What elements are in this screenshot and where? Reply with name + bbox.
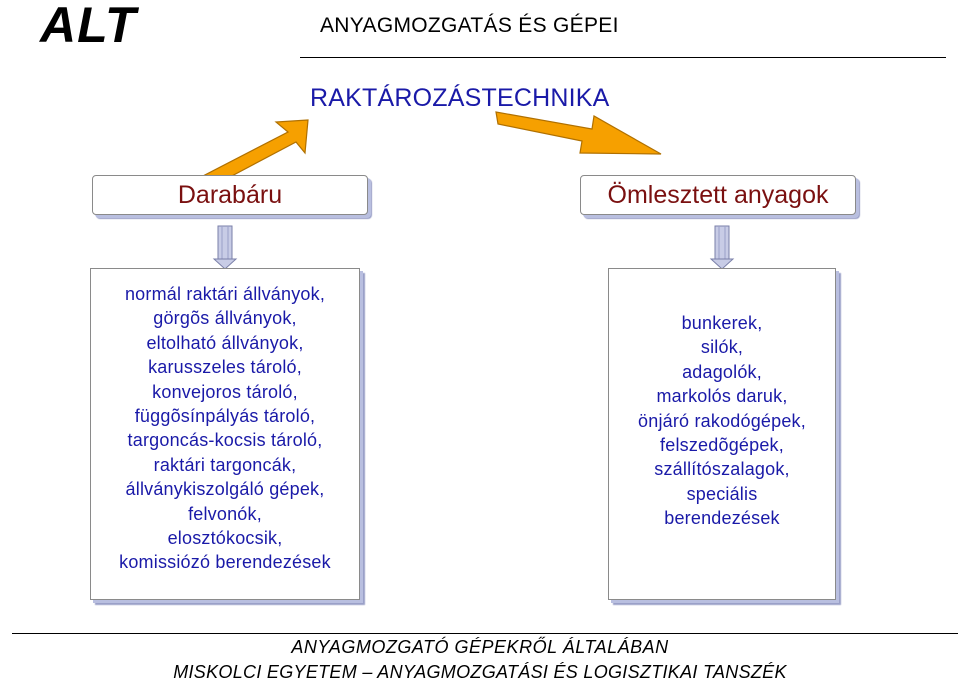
list-item: felszedõgépek, xyxy=(660,435,784,456)
list-item: bunkerek, xyxy=(681,313,763,333)
list-item: szállítószalagok, xyxy=(654,459,790,480)
list-item: silók, xyxy=(700,337,744,358)
list-item: karusszeles tároló, xyxy=(148,357,302,378)
header-title: ANYAGMOZGATÁS ÉS GÉPEI xyxy=(320,14,619,37)
category-darabaru: Darabáru xyxy=(92,175,368,215)
omlesztett-list xyxy=(608,268,836,600)
arrow-to-omlesztett xyxy=(496,112,661,154)
down-arrow-right xyxy=(711,226,733,269)
list-item: elosztókocsik, xyxy=(167,528,283,549)
list-item: komissiózó berendezések xyxy=(119,552,331,573)
footer-subtitle: ANYAGMOZGATÓ GÉPEKRŐL ÁLTALÁBAN xyxy=(291,637,669,657)
list-item: eltolható állványok, xyxy=(146,332,304,353)
list-item: speciális xyxy=(686,483,758,504)
list-item: markolós daruk, xyxy=(656,386,788,407)
down-arrow-left xyxy=(214,226,236,269)
list-item: berendezések xyxy=(664,508,780,529)
list-item: adagolók, xyxy=(682,361,762,382)
list-item: raktári targoncák, xyxy=(153,454,297,475)
list-item: önjáró rakodógépek, xyxy=(638,410,806,431)
main-title: RAKTÁROZÁSTECHNIKA xyxy=(310,84,610,112)
list-item: felvonók, xyxy=(188,503,262,524)
category-omlesztett-anyagok: Ömlesztett anyagok xyxy=(580,175,856,215)
footer-divider xyxy=(12,633,958,634)
list-item: görgõs állványok, xyxy=(153,308,297,329)
list-item: állványkiszolgáló gépek, xyxy=(125,479,325,500)
footer-institution: MISKOLCI EGYETEM – ANYAGMOZGATÁSI ÉS LOGISZTIKAI TANSZÉK xyxy=(173,662,787,682)
list-item: targoncás-kocsis tároló, xyxy=(127,430,323,451)
darabaru-list xyxy=(90,268,360,600)
list-item: normál raktári állványok, xyxy=(124,284,326,304)
alt-logo: ALT xyxy=(40,0,137,53)
list-item: konvejoros tároló, xyxy=(152,381,298,402)
list-item: függõsínpályás tároló, xyxy=(134,406,316,427)
